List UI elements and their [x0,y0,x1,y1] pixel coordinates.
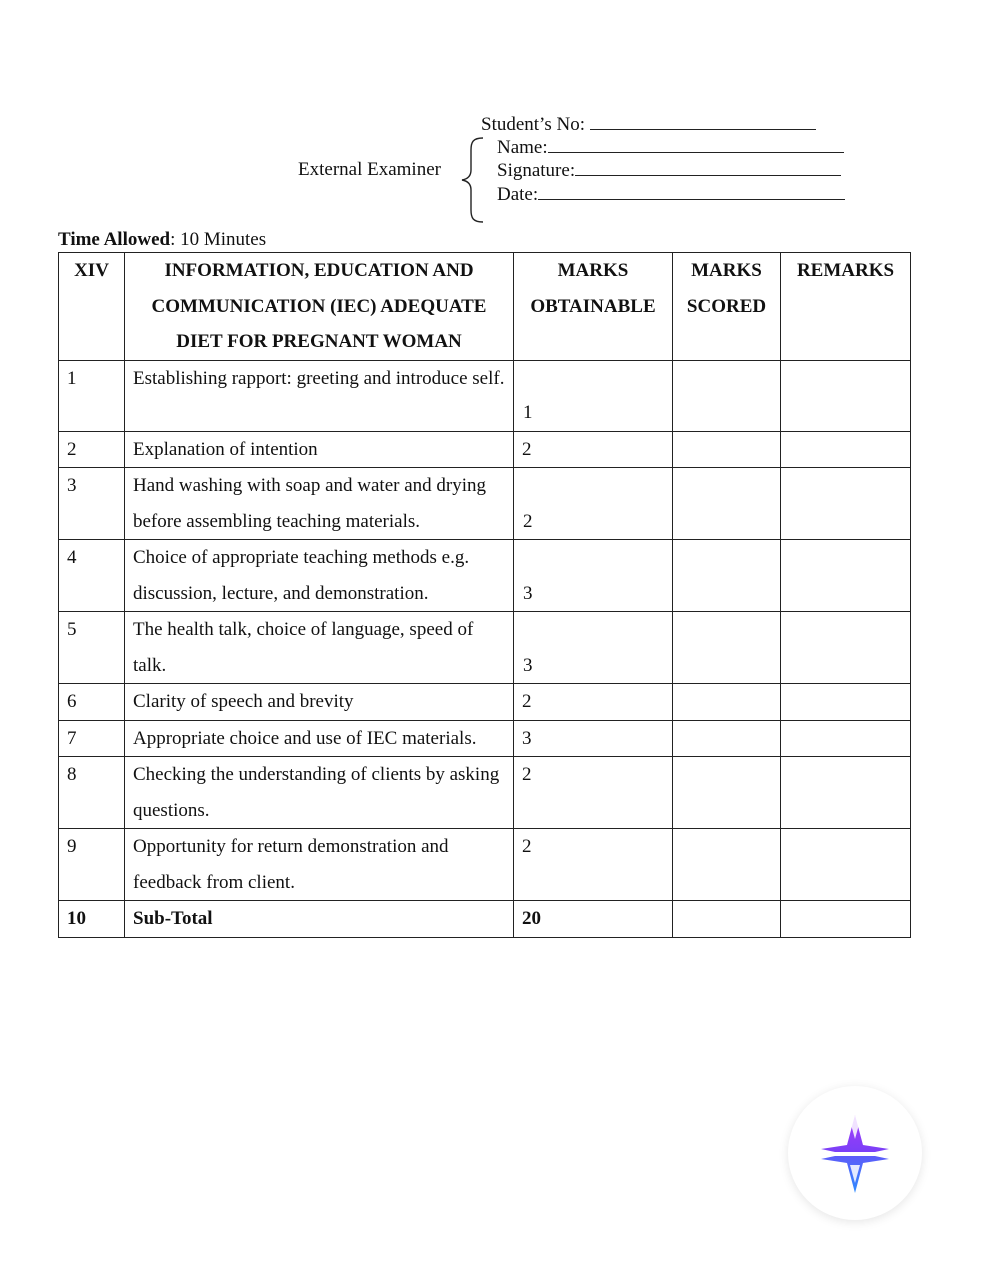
table-row [59,829,911,901]
row-remarks-cell[interactable] [781,360,911,431]
row-marks: 2 [514,757,673,829]
row-item: Explanation of intention [125,431,514,468]
row-marks: 2 [514,684,673,721]
table-row [59,360,911,431]
row-item: Establishing rapport: greeting and introduce self. [125,360,514,431]
header-remarks: REMARKS [781,253,911,361]
header-title: INFORMATION, EDUCATION AND COMMUNICATION (IEC) ADEQUATE DIET FOR PREGNANT WOMAN [125,253,514,361]
row-marks: 3 [523,654,533,676]
subtotal-scored-cell[interactable] [673,901,781,938]
row-remarks-cell[interactable] [781,829,911,901]
table-row [59,468,911,540]
row-number: 1 [59,360,125,431]
subtotal-marks: 20 [514,901,673,938]
row-marks: 3 [514,720,673,757]
row-number: 9 [59,829,125,901]
row-marks: 3 [523,582,533,604]
row-scored-cell[interactable] [673,720,781,757]
row-marks-cell [514,612,673,684]
row-number: 4 [59,540,125,612]
student-number-label: Student’s No: [481,114,585,135]
row-number: 8 [59,757,125,829]
row-scored-cell[interactable] [673,612,781,684]
row-scored-cell[interactable] [673,360,781,431]
time-allowed-label: Time Allowed [58,229,171,250]
row-marks: 2 [514,829,673,901]
row-item: Hand washing with soap and water and drying before assembling teaching materials. [125,468,514,540]
student-number-blank [590,113,816,130]
table-row [59,684,911,721]
row-remarks-cell[interactable] [781,468,911,540]
row-remarks-cell[interactable] [781,540,911,612]
row-marks-cell [514,360,673,431]
row-item: Choice of appropriate teaching methods e.g. discussion, lecture, and demonstration. [125,540,514,612]
time-allowed [58,229,266,251]
examiner-signature-field [497,159,841,182]
signature-blank [575,159,841,176]
table-row [59,431,911,468]
row-remarks-cell[interactable] [781,612,911,684]
subtotal-row [59,901,911,938]
row-remarks-cell[interactable] [781,431,911,468]
sparkle-logo-icon [815,1109,895,1197]
table-row [59,612,911,684]
student-number-field [481,113,816,136]
row-scored-cell[interactable] [673,829,781,901]
row-scored-cell[interactable] [673,684,781,721]
subtotal-remarks-cell[interactable] [781,901,911,938]
header-marks-obtainable: MARKS OBTAINABLE [514,253,673,361]
row-marks: 1 [523,402,533,423]
row-scored-cell[interactable] [673,468,781,540]
row-item: Clarity of speech and brevity [125,684,514,721]
row-number: 2 [59,431,125,468]
table-row [59,720,911,757]
examiner-date-field [497,183,845,206]
name-label: Name: [497,137,548,158]
name-blank [548,136,844,153]
row-item: The health talk, choice of language, speed of talk. [125,612,514,684]
row-item: Checking the understanding of clients by asking questions. [125,757,514,829]
row-item: Appropriate choice and use of IEC materials. [125,720,514,757]
row-marks-cell [514,540,673,612]
row-remarks-cell[interactable] [781,684,911,721]
time-allowed-value: : 10 Minutes [170,229,267,250]
header-section: XIV [59,253,125,361]
date-label: Date: [497,184,539,205]
header-marks-scored: MARKS SCORED [673,253,781,361]
row-scored-cell[interactable] [673,431,781,468]
table-row [59,757,911,829]
examiner-name-field [497,136,844,159]
marks-table [58,252,911,938]
row-marks: 2 [523,510,533,532]
external-examiner-label: External Examiner [298,159,441,180]
signature-label: Signature: [497,160,576,181]
row-remarks-cell[interactable] [781,720,911,757]
curly-brace-icon [459,136,485,224]
subtotal-number: 10 [59,901,125,938]
row-marks-cell [514,468,673,540]
row-marks: 2 [514,431,673,468]
table-row [59,540,911,612]
app-logo-badge[interactable] [788,1086,922,1220]
row-number: 7 [59,720,125,757]
row-number: 6 [59,684,125,721]
row-number: 5 [59,612,125,684]
subtotal-label: Sub-Total [125,901,514,938]
row-scored-cell[interactable] [673,540,781,612]
row-number: 3 [59,468,125,540]
table-header-row [59,253,911,361]
row-scored-cell[interactable] [673,757,781,829]
date-blank [538,183,845,200]
row-item: Opportunity for return demonstration and feedback from client. [125,829,514,901]
row-remarks-cell[interactable] [781,757,911,829]
